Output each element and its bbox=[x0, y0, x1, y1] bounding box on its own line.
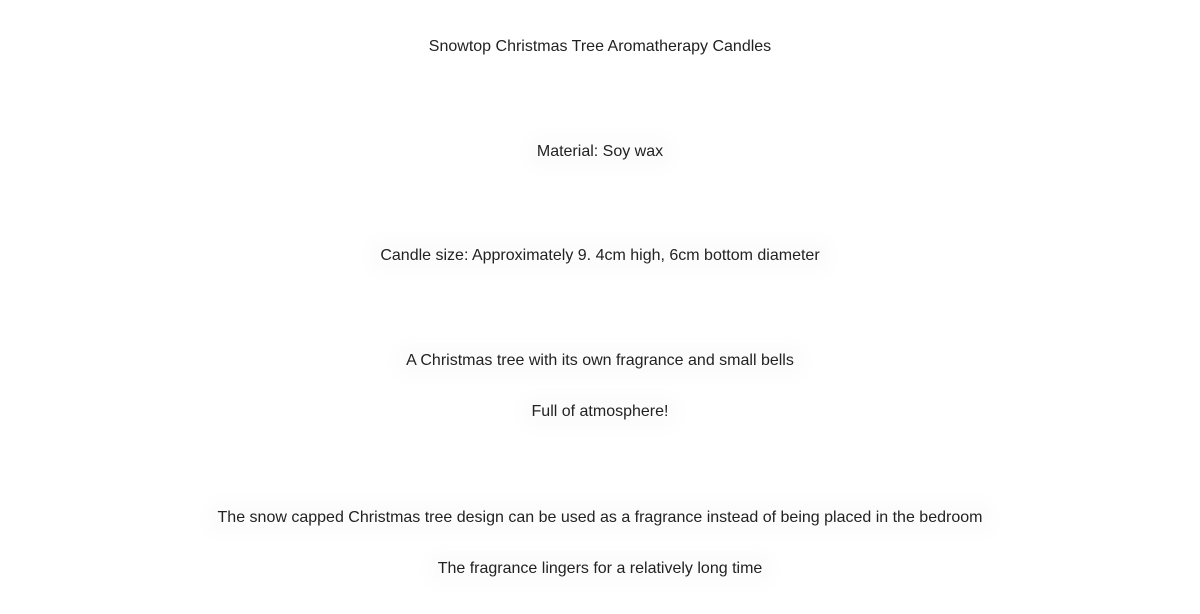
feature-text: A Christmas tree with its own fragrance and small bells bbox=[402, 351, 798, 371]
size-text: Candle size: Approximately 9. 4cm high, 6cm bottom diameter bbox=[376, 246, 823, 266]
material-line bbox=[0, 142, 1200, 162]
design-line bbox=[0, 508, 1200, 528]
atmosphere-text: Full of atmosphere! bbox=[528, 402, 673, 422]
atmosphere-line bbox=[0, 402, 1200, 422]
size-line bbox=[0, 246, 1200, 266]
product-title: Snowtop Christmas Tree Aromatherapy Candles bbox=[428, 38, 772, 55]
fragrance-line bbox=[0, 559, 1200, 579]
material-text: Material: Soy wax bbox=[533, 142, 667, 162]
product-title-line bbox=[0, 37, 1200, 57]
fragrance-text: The fragrance lingers for a relatively long time bbox=[434, 559, 767, 579]
feature-line bbox=[0, 351, 1200, 371]
design-text: The snow capped Christmas tree design can be used as a fragrance instead of being placed in the bedroom bbox=[214, 508, 987, 528]
